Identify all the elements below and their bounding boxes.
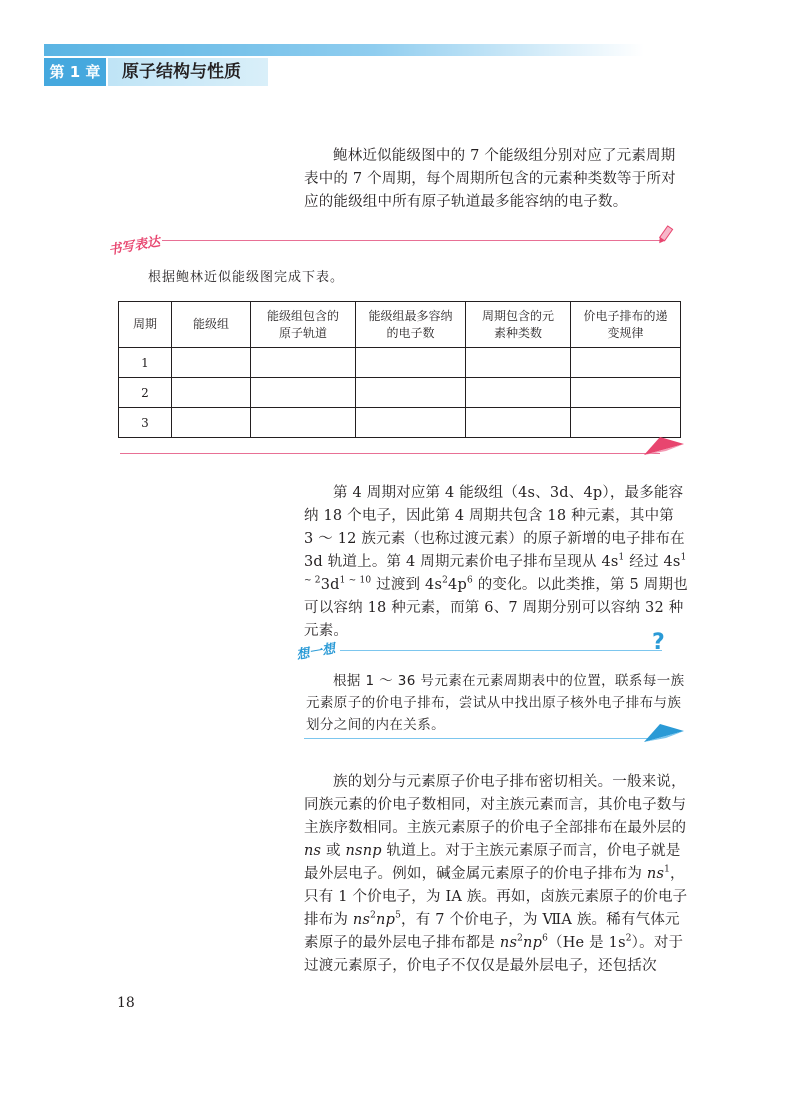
blank-cell[interactable]	[465, 408, 570, 438]
col-header-max-electrons: 能级组最多容纳的电子数	[356, 302, 466, 348]
chapter-label: 第 1 章	[44, 58, 106, 86]
col-header-orbitals: 能级组包含的原子轨道	[251, 302, 356, 348]
blank-cell[interactable]	[571, 408, 681, 438]
intro-paragraph	[304, 145, 688, 214]
pencil-icon	[655, 224, 675, 246]
blank-cell[interactable]	[251, 378, 356, 408]
question-mark-icon: ?	[652, 630, 665, 655]
think-bottom-divider	[304, 738, 648, 739]
blank-cell[interactable]	[251, 408, 356, 438]
col-header-element-count: 周期包含的元素种类数	[465, 302, 570, 348]
blank-cell[interactable]	[356, 408, 466, 438]
group-paragraph	[304, 771, 688, 978]
blue-arrow-icon	[644, 722, 684, 744]
blank-cell[interactable]	[571, 348, 681, 378]
blank-cell[interactable]	[172, 348, 251, 378]
writing-tag: 书写表达	[107, 234, 162, 259]
think-question	[306, 670, 688, 736]
blank-cell[interactable]	[465, 378, 570, 408]
think-top-divider	[340, 650, 662, 651]
writing-top-divider	[162, 240, 660, 241]
row-period-3: 3	[119, 408, 172, 438]
period-table	[118, 301, 681, 438]
intro-text: 鲍林近似能级图中的 7 个能级组分别对应了元素周期表中的 7 个周期，每个周期所包含的元素种类数等于所对应的能级组中所有原子轨道最多能容纳的电子数。	[304, 148, 676, 210]
blank-cell[interactable]	[465, 348, 570, 378]
chapter-title: 原子结构与性质	[108, 58, 268, 86]
col-header-period: 周期	[119, 302, 172, 348]
row-period-2: 2	[119, 378, 172, 408]
think-question-text: 根据 1 ～ 36 号元素在元素周期表中的位置，联系每一族元素原子的价电子排布，尝试从中找出原子核外电子排布与族划分之间的内在关系。	[306, 673, 685, 733]
blank-cell[interactable]	[251, 348, 356, 378]
writing-instruction: 根据鲍林近似能级图完成下表。	[148, 270, 345, 285]
pink-arrow-icon	[644, 435, 684, 457]
header-band	[44, 44, 644, 56]
table-row	[119, 348, 681, 378]
blank-cell[interactable]	[356, 378, 466, 408]
writing-bottom-divider	[120, 453, 660, 454]
period4-paragraph	[304, 482, 688, 643]
col-header-energy-group: 能级组	[172, 302, 251, 348]
table-row	[119, 378, 681, 408]
table-row	[119, 408, 681, 438]
blank-cell[interactable]	[571, 378, 681, 408]
blank-cell[interactable]	[356, 348, 466, 378]
blank-cell[interactable]	[172, 378, 251, 408]
period4-text: 第 4 周期对应第 4 能级组（4s、3d、4p），最多能容纳 18 个电子，因此第 4 周期共包含 18 种元素，其中第 3 ～ 12 族元素（也称过渡元素）的原子新增的电子排布在 3d 轨道上。第 4 周期元素价电子排布呈现从 $4s^1$ 经过 $4s^{1 \sim 2}3d^{1 \sim 10}$ 过渡到 $4s^24p^6$ 的变化。以此类推，第 5 周期也可以容纳 18 种元素，而第 6、7 周期分别可以容纳 32 种元素。	[304, 485, 688, 639]
blank-cell[interactable]	[172, 408, 251, 438]
table-header-row	[119, 302, 681, 348]
think-tag: 想一想	[295, 641, 337, 664]
page-number: 18	[117, 995, 135, 1011]
group-text: 族的划分与元素原子价电子排布密切相关。一般来说，同族元素的价电子数相同，对主族元素而言，其价电子数与主族序数相同。主族元素原子的价电子全部排布在最外层的 ns 或 nsnp 轨道上。对于主族元素原子而言，价电子就是最外层电子。例如，碱金属元素原子的价电子排布为 $ns^1$，只有 1 个价电子，为 ⅠA 族。再如，卤族元素原子的价电子排布为 $ns^2np^5$，有 7 个价电子，为 ⅦA 族。稀有气体元素原子的最外层电子排布都是 $ns^2np^6(He$ 是 $1s^2$）。对于过渡元素原子，价电子不仅仅是最外层电子，还包括次	[304, 774, 688, 974]
col-header-pattern: 价电子排布的递变规律	[571, 302, 681, 348]
row-period-1: 1	[119, 348, 172, 378]
